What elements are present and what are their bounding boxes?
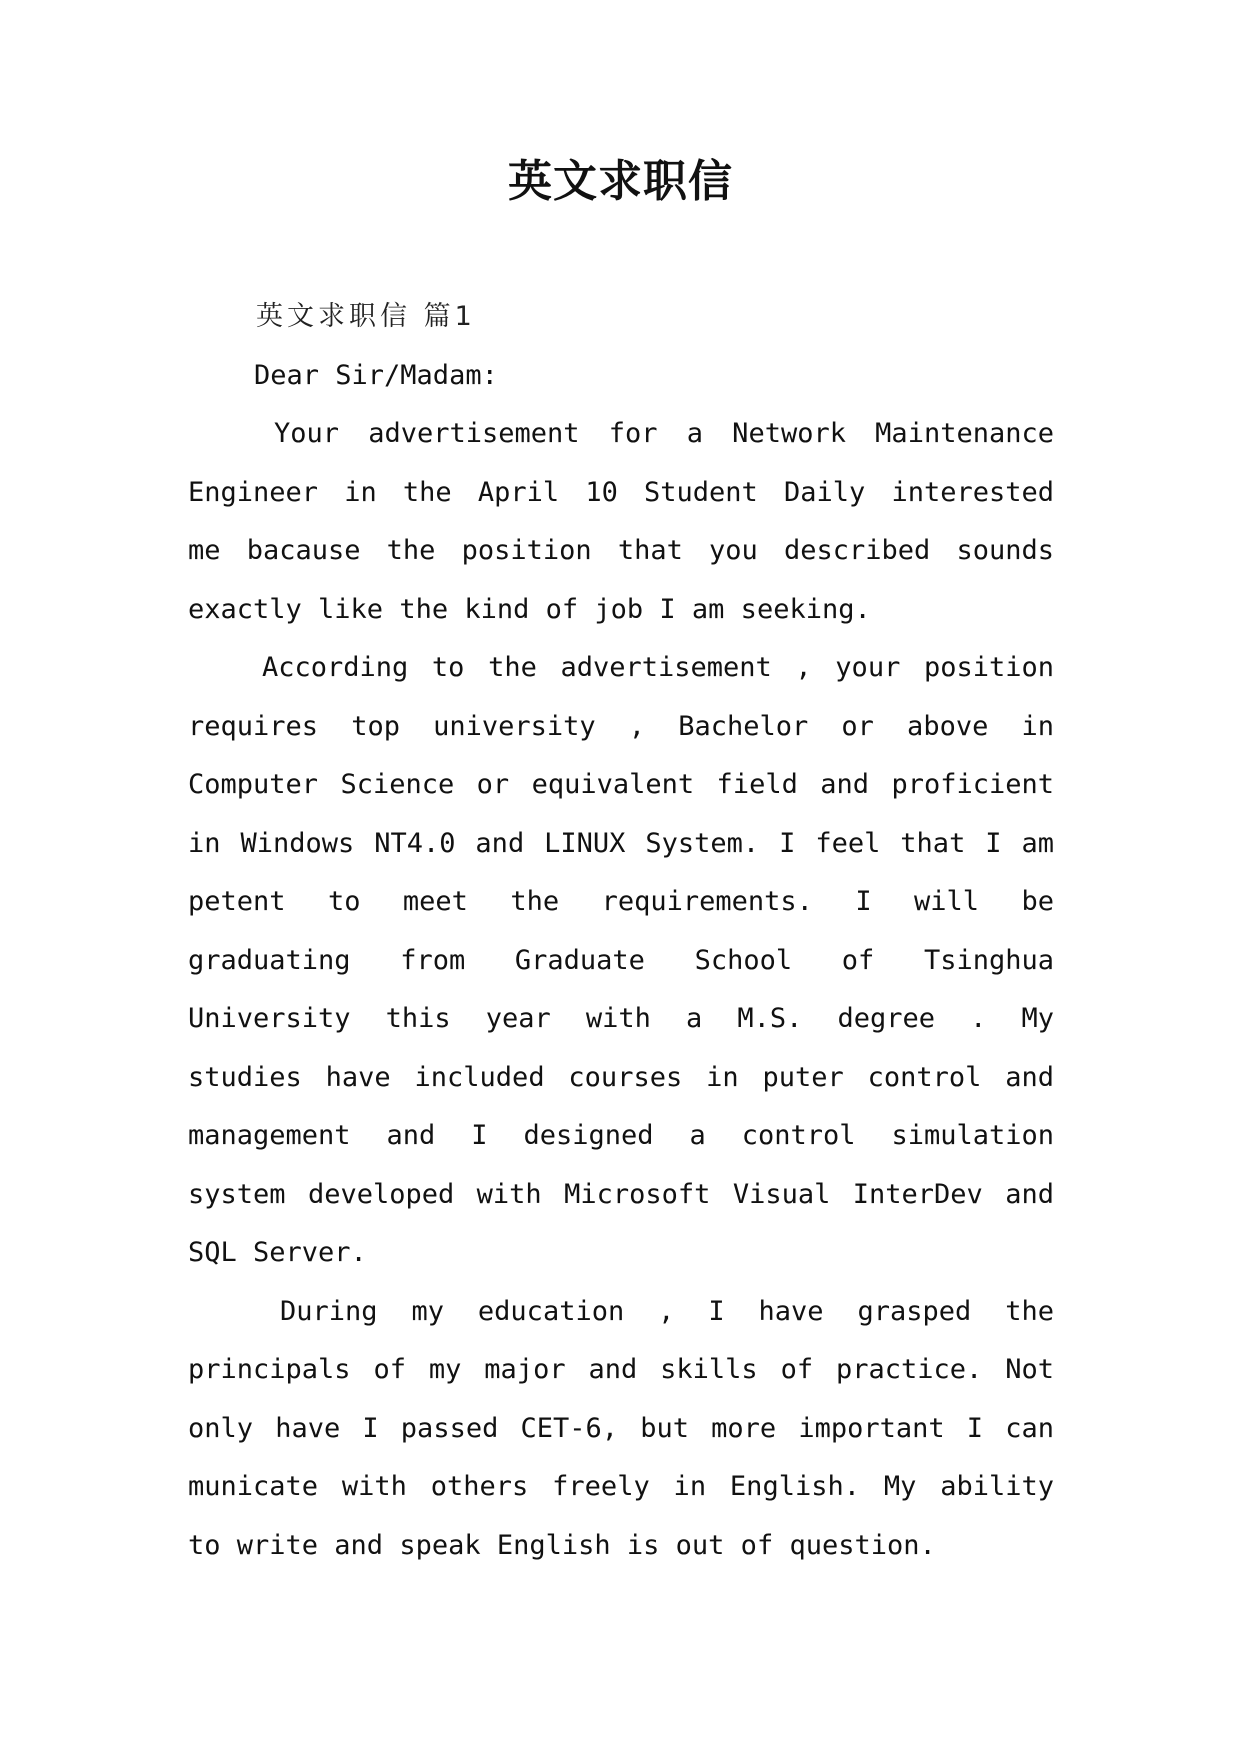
paragraph-line: Your advertisement for a Network Maintenance [274,418,1054,449]
paragraph-line: system developed with Microsoft Visual InterDev and [188,1178,1054,1210]
document-title: 英文求职信 [508,156,733,207]
paragraph-line: principals of my major and skills of practice. Not [188,1354,1054,1385]
paragraph-line: According to the advertisement , your position [262,652,1054,683]
paragraph-line: me bacause the position that you described sounds [188,535,1054,566]
paragraph-line: Computer Science or equivalent field and proficient [188,769,1054,800]
letter-body [188,288,1054,1575]
paragraph-line: exactly like the kind of job I am seeking. [188,593,871,625]
salutation: Dear Sir/Madam: [254,359,498,391]
paragraph-line: studies have included courses in puter control and [188,1061,1054,1093]
paragraph-line: graduating from Graduate School of Tsinghua [188,944,1054,976]
paragraph-line: Engineer in the April 10 Student Daily interested [188,476,1054,508]
paragraph-line: requires top university , Bachelor or above in [188,710,1054,742]
paragraph-line: only have I passed CET-6, but more important I can [188,1412,1054,1444]
section-heading: 英文求职信 篇1 [256,301,476,332]
paragraph-line: During my education , I have grasped the [280,1295,1054,1327]
paragraph-line: SQL Server. [188,1237,367,1268]
paragraph-line: municate with others freely in English. My ability [188,1471,1054,1502]
paragraph-line: in Windows NT4.0 and LINUX System. I feel that I am [188,827,1054,859]
paragraph-line: University this year with a M.S. degree . My [188,1003,1054,1034]
paragraph-line: petent to meet the requirements. I will be [188,886,1054,917]
paragraph-line: management and I designed a control simulation [188,1120,1054,1151]
paragraph-line: to write and speak English is out of question. [188,1529,936,1561]
